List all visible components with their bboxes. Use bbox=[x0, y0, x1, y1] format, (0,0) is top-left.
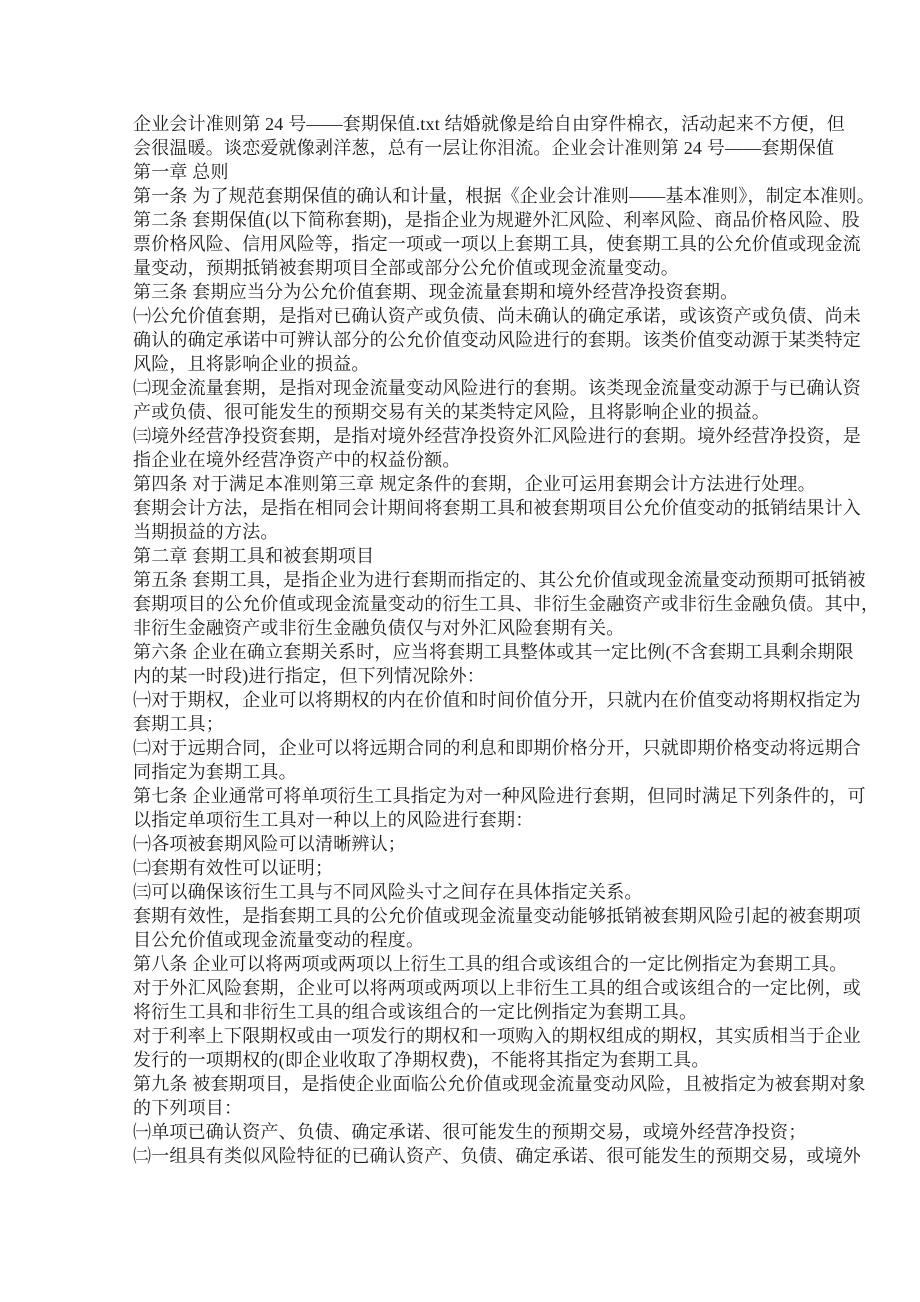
text-line: 量变动，预期抵销被套期项目全部或部分公允价值或现金流量变动。 bbox=[133, 258, 679, 278]
text-line: 发行的一项期权的(即企业收取了净期权费)，不能将其指定为套期工具。 bbox=[133, 1050, 710, 1070]
text-line: ㈡一组具有类似风险特征的已确认资产、负债、确定承诺、很可能发生的预期交易，或境外 bbox=[133, 1146, 861, 1166]
text-line: 第八条 企业可以将两项或两项以上衍生工具的组合或该组合的一定比例指定为套期工具。 bbox=[133, 954, 848, 974]
text-line: 指企业在境外经营净资产中的权益份额。 bbox=[133, 450, 461, 470]
text-line: 产或负债、很可能发生的预期交易有关的某类特定风险，且将影响企业的损益。 bbox=[133, 402, 770, 422]
text-line: 风险，且将影响企业的损益。 bbox=[133, 354, 370, 374]
text-line: 对于外汇风险套期，企业可以将两项或两项以上非衍生工具的组合或该组合的一定比例，或 bbox=[133, 978, 861, 998]
text-line: ㈠各项被套期风险可以清晰辨认； bbox=[133, 834, 406, 854]
text-line: 第二条 套期保值(以下简称套期)，是指企业为规避外汇风险、利率风险、商品价格风险、股 bbox=[133, 210, 860, 230]
text-line: 同指定为套期工具。 bbox=[133, 762, 297, 782]
text-line: 套期工具； bbox=[133, 714, 224, 734]
text-line: 第四条 对于满足本准则第三章 规定条件的套期，企业可运用套期会计方法进行处理。 bbox=[133, 474, 816, 494]
text-line: 会很温暖。谈恋爱就像剥洋葱，总有一层让你泪流。企业会计准则第 24 号——套期保值 bbox=[133, 138, 835, 158]
text-line: ㈢境外经营净投资套期，是指对境外经营净投资外汇风险进行的套期。境外经营净投资，是 bbox=[133, 426, 861, 446]
text-line: 第一条 为了规范套期保值的确认和计量，根据《企业会计准则——基本准则》，制定本准则。 bbox=[133, 186, 875, 206]
text-line: ㈢可以确保该衍生工具与不同风险头寸之间存在具体指定关系。 bbox=[133, 882, 643, 902]
text-line: ㈠对于期权，企业可以将期权的内在价值和时间价值分开，只就内在价值变动将期权指定为 bbox=[133, 690, 861, 710]
text-line: 目公允价值或现金流量变动的程度。 bbox=[133, 930, 425, 950]
text-line: 套期项目的公允价值或现金流量变动的衍生工具、非衍生金融资产或非衍生金融负债。其中， bbox=[133, 594, 880, 614]
text-line: 当期损益的方法。 bbox=[133, 522, 279, 542]
text-line: 票价格风险、信用风险等，指定一项或一项以上套期工具，使套期工具的公允价值或现金流 bbox=[133, 234, 861, 254]
text-line: ㈠公允价值套期，是指对已确认资产或负债、尚未确认的确定承诺，或该资产或负债、尚未 bbox=[133, 306, 861, 326]
text-line: 非衍生金融资产或非衍生金融负债仅与对外汇风险套期有关。 bbox=[133, 618, 625, 638]
text-line: ㈠单项已确认资产、负债、确定承诺、很可能发生的预期交易，或境外经营净投资； bbox=[133, 1122, 807, 1142]
document-text-block bbox=[133, 112, 880, 1168]
text-line: 第五条 套期工具，是指企业为进行套期而指定的、其公允价值或现金流量变动预期可抵销被 bbox=[133, 570, 866, 590]
text-line: 第九条 被套期项目，是指使企业面临公允价值或现金流量变动风险，且被指定为被套期对象 bbox=[133, 1074, 866, 1094]
text-line: 的下列项目： bbox=[133, 1098, 243, 1118]
text-line: 第七条 企业通常可将单项衍生工具指定为对一种风险进行套期，但同时满足下列条件的，可 bbox=[133, 786, 866, 806]
text-line: ㈡现金流量套期，是指对现金流量变动风险进行的套期。该类现金流量变动源于与已确认资 bbox=[133, 378, 861, 398]
text-line: ㈡对于远期合同，企业可以将远期合同的利息和即期价格分开，只就即期价格变动将远期合 bbox=[133, 738, 861, 758]
text-line: 将衍生工具和非衍生工具的组合或该组合的一定比例指定为套期工具。 bbox=[133, 1002, 698, 1022]
text-line: 对于利率上下限期权或由一项发行的期权和一项购入的期权组成的期权，其实质相当于企业 bbox=[133, 1026, 861, 1046]
text-line: 第三条 套期应当分为公允价值套期、现金流量套期和境外经营净投资套期。 bbox=[133, 282, 739, 302]
text-line: 内的某一时段)进行指定，但下列情况除外： bbox=[133, 666, 485, 686]
text-line: ㈡套期有效性可以证明； bbox=[133, 858, 334, 878]
text-line: 第一章 总则 bbox=[133, 162, 229, 182]
text-line: 以指定单项衍生工具对一种以上的风险进行套期： bbox=[133, 810, 534, 830]
text-line: 第二章 套期工具和被套期项目 bbox=[133, 546, 375, 566]
text-line: 套期会计方法，是指在相同会计期间将套期工具和被套期项目公允价值变动的抵销结果计入 bbox=[133, 498, 861, 518]
text-line: 确认的确定承诺中可辨认部分的公允价值变动风险进行的套期。该类价值变动源于某类特定 bbox=[133, 330, 861, 350]
text-line: 企业会计准则第 24 号——套期保值.txt 结婚就像是给自由穿件棉衣，活动起来不方便，但 bbox=[133, 114, 845, 134]
text-line: 第六条 企业在确立套期关系时，应当将套期工具整体或其一定比例(不含套期工具剩余期限 bbox=[133, 642, 854, 662]
text-line: 套期有效性，是指套期工具的公允价值或现金流量变动能够抵销被套期风险引起的被套期项 bbox=[133, 906, 861, 926]
